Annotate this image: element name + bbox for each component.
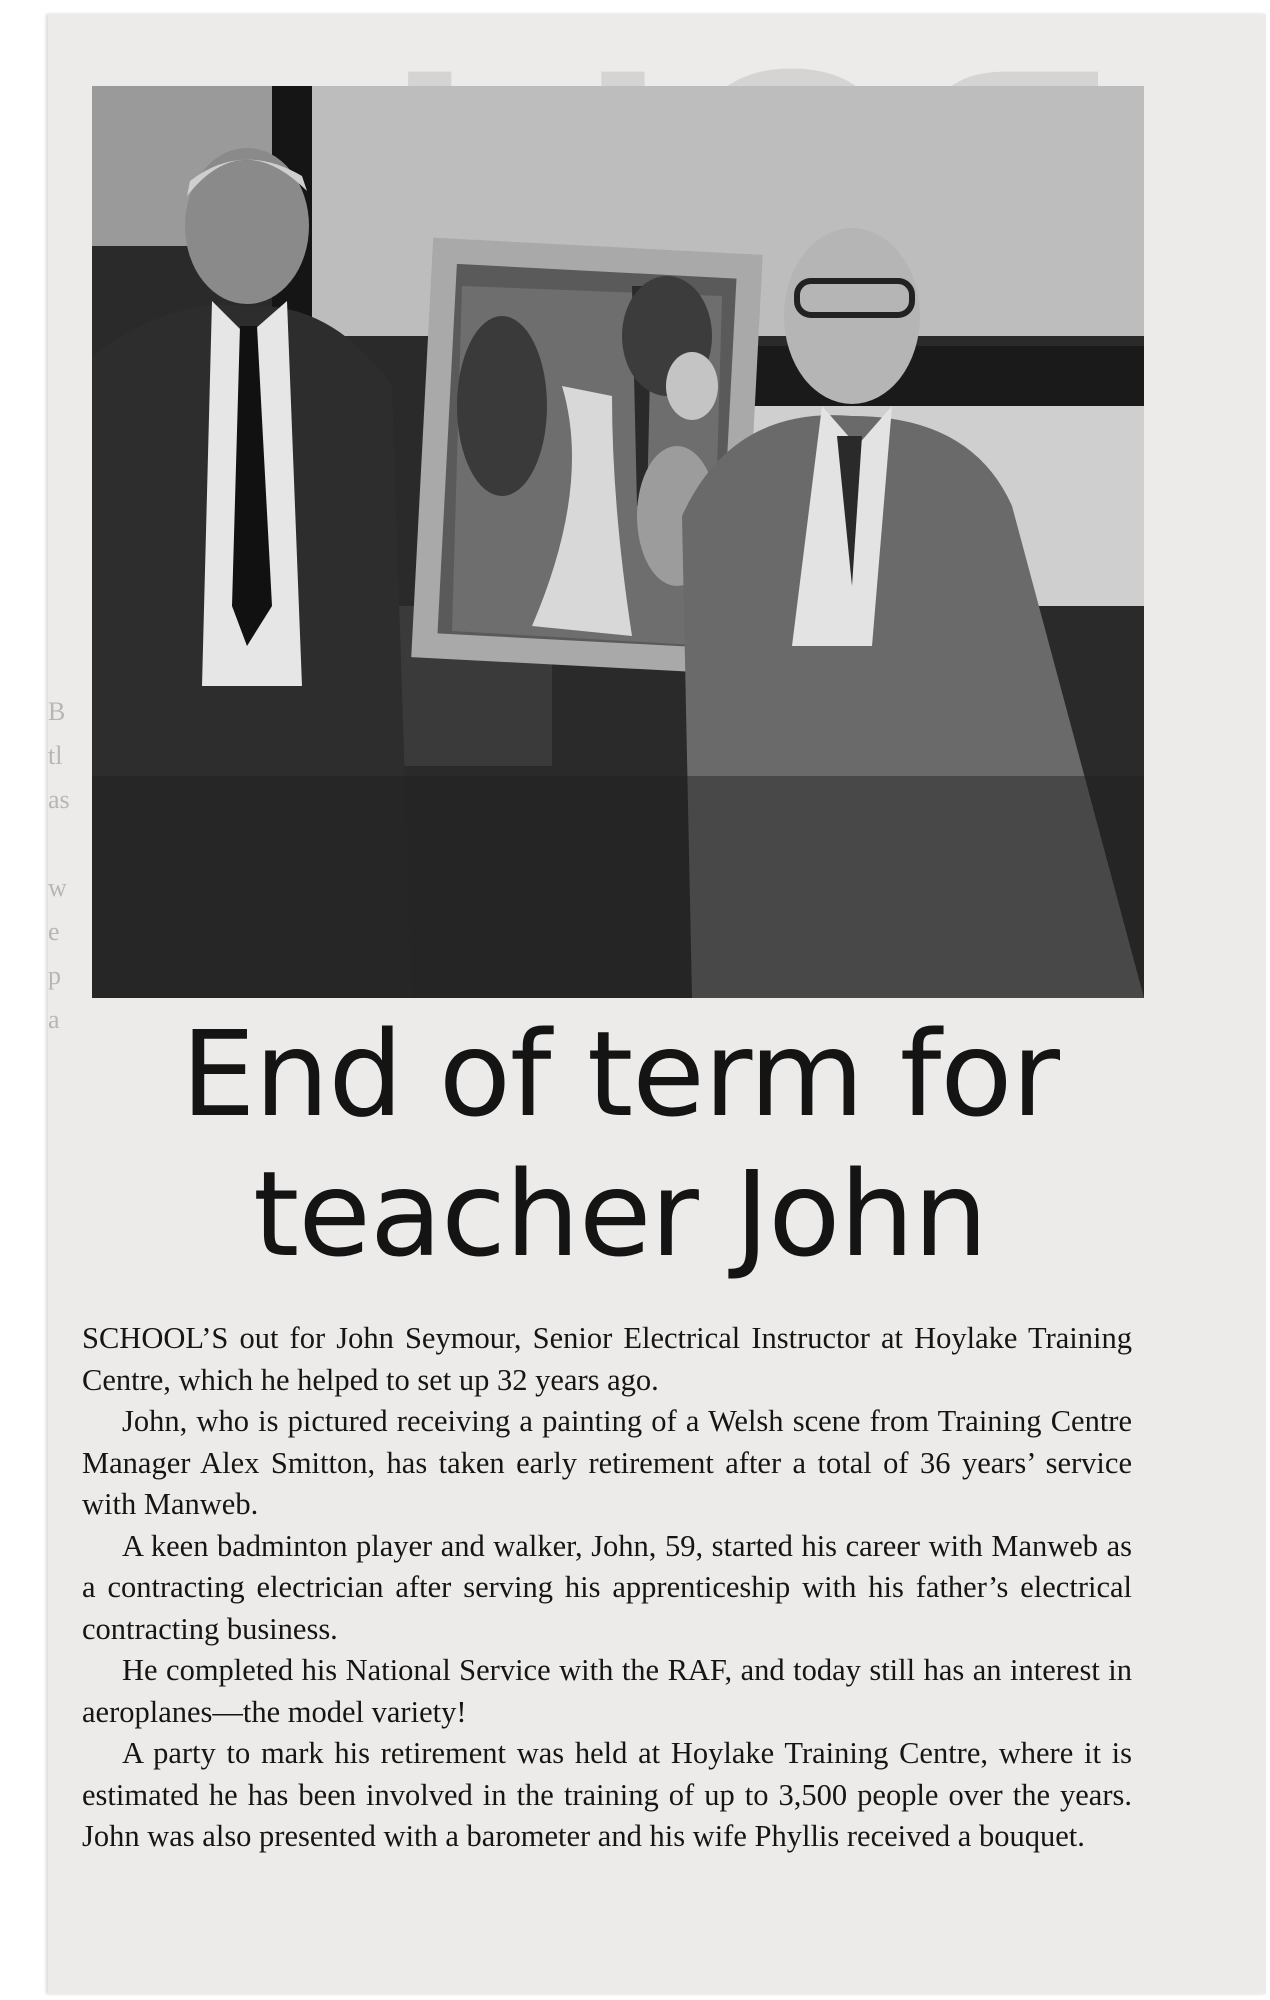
article-headline xyxy=(80,1004,1160,1284)
photo-illustration xyxy=(92,86,1144,998)
article-body xyxy=(82,1318,1132,1858)
headline-line-1: End of term for xyxy=(180,1005,1059,1143)
headline-line-2: teacher John xyxy=(252,1145,988,1283)
article-paragraph: He completed his National Service with the RAF, and today still has an interest in aeroplanes—the model variety! xyxy=(82,1653,1132,1729)
torn-edge-marks: B tl as w e p a xyxy=(48,697,70,1034)
article-paragraph: SCHOOL’S out for John Seymour, Senior Electrical Instructor at Hoylake Training Centre, which he helped to set up 32 years ago. xyxy=(82,1321,1132,1397)
article-photo xyxy=(92,86,1144,998)
article-paragraph: A keen badminton player and walker, John, 59, started his career with Manweb as a contracting electrician after serving his apprenticeship with his father’s electrical contracting business. xyxy=(82,1528,1132,1646)
article-paragraph: John, who is pictured receiving a painting of a Welsh scene from Training Centre Manager Alex Smitton, has taken early retirement after a total of 36 years’ service with Manweb. xyxy=(82,1404,1132,1521)
article-paragraph: A party to mark his retirement was held at Hoylake Training Centre, where it is estimated he has been involved in the training of up to 3,500 people over the years. John was also presented with a barometer and his wife Phyllis received a bouquet. xyxy=(82,1736,1132,1853)
